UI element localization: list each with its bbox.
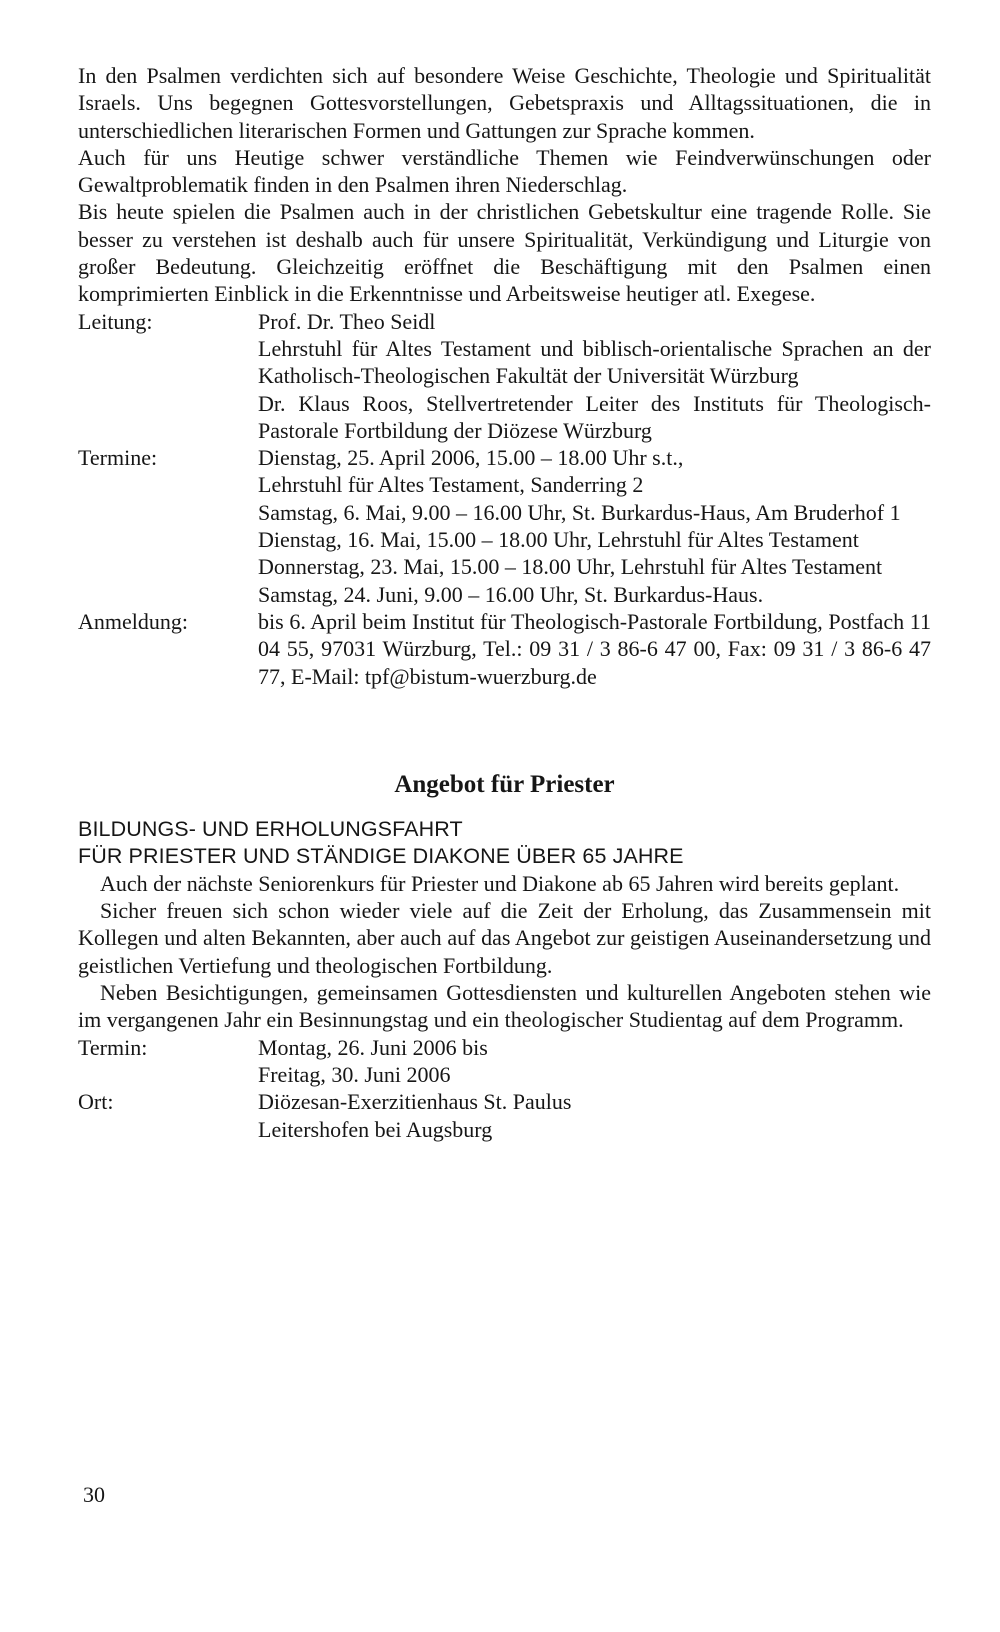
ort-value bbox=[258, 1088, 931, 1143]
anmeldung-value bbox=[258, 608, 931, 690]
termine-line: Lehrstuhl für Altes Testament, Sanderring 2 bbox=[258, 472, 644, 498]
ort-label: Ort: bbox=[78, 1089, 114, 1115]
leitung-label: Leitung: bbox=[78, 308, 153, 334]
ort-line: Leitershofen bei Augsburg bbox=[258, 1116, 493, 1142]
termine-value bbox=[258, 444, 931, 608]
page-number: 30 bbox=[83, 1482, 105, 1507]
termine-line: Samstag, 24. Juni, 9.00 – 16.00 Uhr, St. Burkardus-Haus. bbox=[258, 581, 764, 607]
section-heading: Angebot für Priester bbox=[394, 770, 615, 798]
ort-row bbox=[78, 1088, 931, 1143]
termine-line: Dienstag, 16. Mai, 15.00 – 18.00 Uhr, Lehrstuhl für Altes Testament bbox=[258, 527, 859, 553]
termin-label: Termin: bbox=[78, 1034, 148, 1060]
subheading: BILDUNGS- UND ERHOLUNGSFAHRT bbox=[78, 816, 463, 841]
leitung-line: Dr. Klaus Roos, Stellvertretender Leiter des Instituts für Theologisch-Pastorale Fortbildung der Diözese Würzburg bbox=[258, 390, 931, 443]
intro-paragraph: In den Psalmen verdichten sich auf besondere Weise Geschichte, Theologie und Spiritualität Israels. Uns begegnen Gottesvorstellungen, Gebetspraxis und Alltagssituationen, die in unterschiedlichen literarischen Formen und Gattungen zur Sprache kommen. bbox=[78, 63, 931, 143]
themes-paragraph: Auch für uns Heutige schwer verständliche Themen wie Feindverwünschungen oder Gewaltproblematik finden in den Psalmen ihren Niederschlag. bbox=[78, 144, 931, 198]
relevance-paragraph: Bis heute spielen die Psalmen auch in der christlichen Gebetskultur eine tragende Rolle. Sie besser zu verstehen ist deshalb auch für unsere Spiritualität, Verkündigung und Liturgie von großer Bedeutung. Gleichzeitig eröffnet die Beschäftigung mit den Psalmen einen komprimierten Einblick in die Erkenntnisse und Arbeitsweise heutiger atl. Exegese. bbox=[78, 199, 931, 307]
leitung-line: Prof. Dr. Theo Seidl bbox=[258, 308, 436, 334]
termine-line: Dienstag, 25. April 2006, 15.00 – 18.00 Uhr s.t., bbox=[258, 445, 684, 471]
anmeldung-label: Anmeldung: bbox=[78, 608, 188, 634]
priester-section bbox=[78, 768, 931, 1143]
ort-line: Diözesan-Exerzitienhaus St. Paulus bbox=[258, 1089, 572, 1115]
termine-label: Termine: bbox=[78, 445, 158, 471]
leitung-value bbox=[258, 308, 931, 444]
termine-line: Samstag, 6. Mai, 9.00 – 16.00 Uhr, St. Burkardus-Haus, Am Bruderhof 1 bbox=[258, 499, 901, 525]
anmeldung-row bbox=[78, 608, 931, 690]
termin-value bbox=[258, 1034, 931, 1089]
termin-row bbox=[78, 1034, 931, 1089]
termin-line: Freitag, 30. Juni 2006 bbox=[258, 1061, 451, 1087]
anmeldung-line: bis 6. April beim Institut für Theologisch-Pastorale Fortbildung, Postfach 11 04 55, 97031 Würzburg, Tel.: 09 31 / 3 86-6 47 00, Fax: 09 31 / 3 86-6 47 77, E-Mail: tpf@bistum-wuerzburg.de bbox=[258, 608, 931, 689]
psalmen-section bbox=[78, 62, 931, 690]
termine-row bbox=[78, 444, 931, 608]
program-paragraph: Neben Besichtigungen, gemeinsamen Gottesdiensten und kulturellen Angeboten stehen wie im vergangenen Jahr ein Besinnungstag und ein theologischer Studientag auf dem Programm. bbox=[78, 980, 931, 1033]
leitung-row bbox=[78, 308, 931, 444]
recreation-paragraph: Sicher freuen sich schon wieder viele auf die Zeit der Erholung, das Zusammensein mit Kollegen und alten Bekannten, aber auch auf das Angebot zur geistigen Auseinandersetzung und geistlichen Vertiefung und theologischen Fortbildung. bbox=[78, 898, 931, 978]
termine-line: Donnerstag, 23. Mai, 15.00 – 18.00 Uhr, Lehrstuhl für Altes Testament bbox=[258, 554, 883, 580]
termin-line: Montag, 26. Juni 2006 bis bbox=[258, 1034, 488, 1060]
page-content bbox=[78, 62, 931, 1143]
leitung-line: Lehrstuhl für Altes Testament und biblisch-orientalische Sprachen an der Katholisch-Theologischen Fakultät der Universität Würzburg bbox=[258, 335, 931, 389]
subheading: FÜR PRIESTER UND STÄNDIGE DIAKONE ÜBER 65 JAHRE bbox=[78, 843, 684, 868]
announcement-paragraph: Auch der nächste Seniorenkurs für Priester und Diakone ab 65 Jahren wird bereits geplant. bbox=[100, 870, 900, 896]
